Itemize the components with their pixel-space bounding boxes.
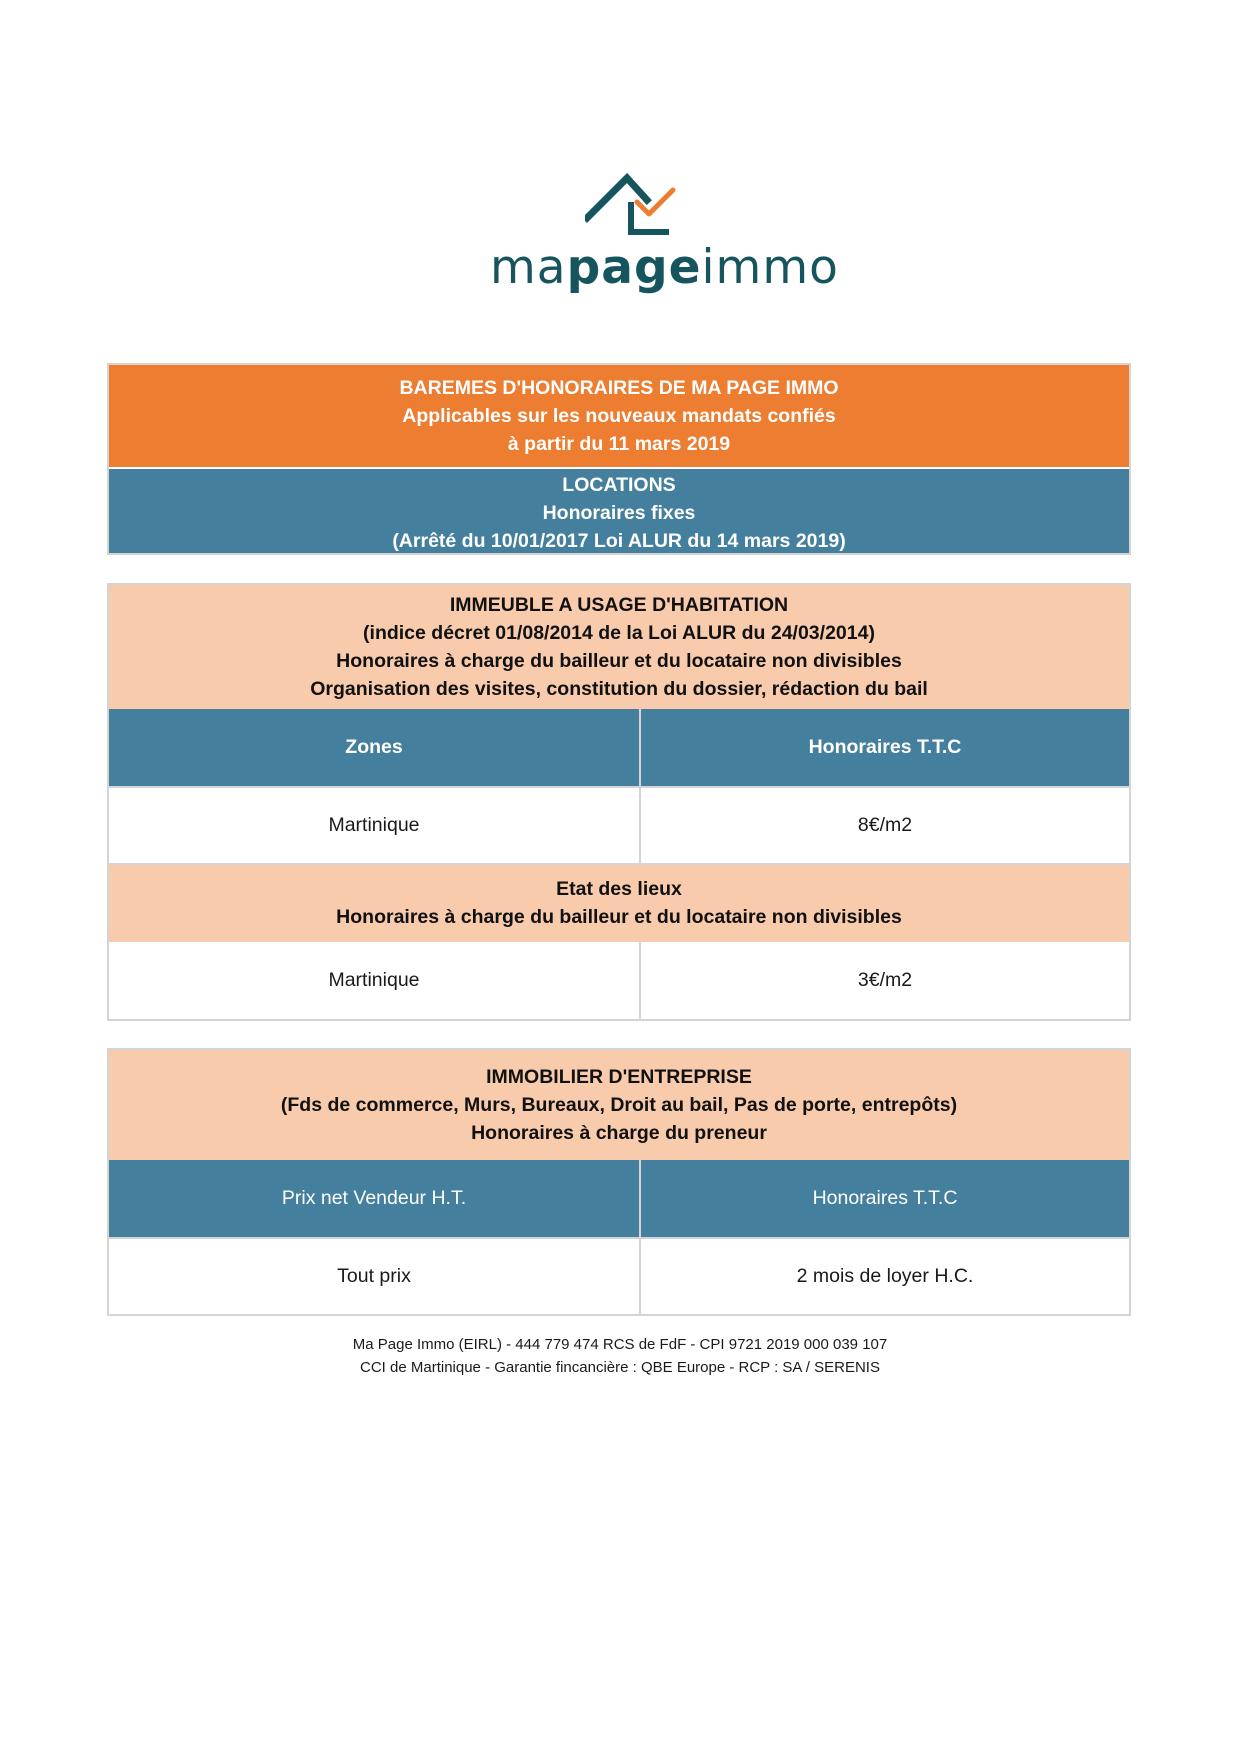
logo-wordmark (490, 240, 839, 295)
zone-cell: Martinique (109, 942, 641, 1019)
fee-cell: 2 mois de loyer H.C. (796, 1265, 974, 1287)
header-subtitle: Applicables sur les nouveaux mandats confiés (402, 405, 836, 427)
habitation-table (107, 583, 1131, 1021)
table-row (109, 786, 1129, 863)
column-header-honoraires: Honoraires T.T.C (812, 1187, 958, 1209)
column-header-honoraires: Honoraires T.T.C (808, 736, 962, 758)
habitation-title-band (109, 585, 1129, 709)
habitation-title: IMMEUBLE A USAGE D'HABITATION (449, 594, 789, 616)
column-header-prix: Prix net Vendeur H.T. (109, 1160, 641, 1237)
house-check-icon (585, 172, 685, 244)
habitation-services: Organisation des visites, constitution du dossier, rédaction du bail (310, 678, 928, 700)
logo-part-immo: immo (701, 240, 839, 295)
logo-part-ma: ma (490, 240, 567, 295)
entreprise-table (107, 1048, 1131, 1316)
fee-cell: 8€/m2 (857, 814, 913, 836)
habitation-column-headers (109, 709, 1129, 786)
footer-company-info: Ma Page Immo (EIRL) - 444 779 474 RCS de FdF - CPI 9721 2019 000 039 107 (352, 1336, 888, 1353)
column-header-zones: Zones (109, 709, 641, 786)
header-orange-band (109, 365, 1129, 467)
entreprise-title: IMMOBILIER D'ENTREPRISE (486, 1066, 752, 1088)
price-cell: Tout prix (109, 1239, 641, 1314)
fee-schedule-header (107, 363, 1131, 555)
habitation-decree: (indice décret 01/08/2014 de la Loi ALUR du 24/03/2014) (363, 622, 875, 644)
entreprise-scope: (Fds de commerce, Murs, Bureaux, Droit au bail, Pas de porte, entrepôts) (280, 1094, 958, 1116)
footer-insurance-info: CCI de Martinique - Garantie fincancière : QBE Europe - RCP : SA / SERENIS (360, 1359, 880, 1376)
etat-des-lieux-title: Etat des lieux (556, 878, 682, 900)
header-date: à partir du 11 mars 2019 (507, 433, 731, 455)
locations-reference: (Arrêté du 10/01/2017 Loi ALUR du 14 mars 2019) (392, 530, 846, 552)
entreprise-column-headers (109, 1160, 1129, 1237)
locations-band (109, 467, 1129, 553)
logo-part-page: page (566, 240, 702, 295)
locations-subtitle: Honoraires fixes (542, 502, 696, 524)
zone-cell: Martinique (109, 788, 641, 863)
etat-des-lieux-band (109, 863, 1129, 942)
brand-logo (490, 172, 839, 302)
habitation-charge: Honoraires à charge du bailleur et du locataire non divisibles (336, 650, 902, 672)
entreprise-charge: Honoraires à charge du preneur (471, 1122, 767, 1144)
locations-title: LOCATIONS (562, 474, 676, 496)
fee-cell: 3€/m2 (857, 969, 913, 991)
entreprise-title-band (109, 1050, 1129, 1160)
etat-des-lieux-charge: Honoraires à charge du bailleur et du locataire non divisibles (336, 906, 902, 928)
header-title: BAREMES D'HONORAIRES DE MA PAGE IMMO (399, 377, 839, 399)
table-row (109, 942, 1129, 1019)
table-row (109, 1237, 1129, 1314)
legal-footer (0, 1333, 1240, 1379)
